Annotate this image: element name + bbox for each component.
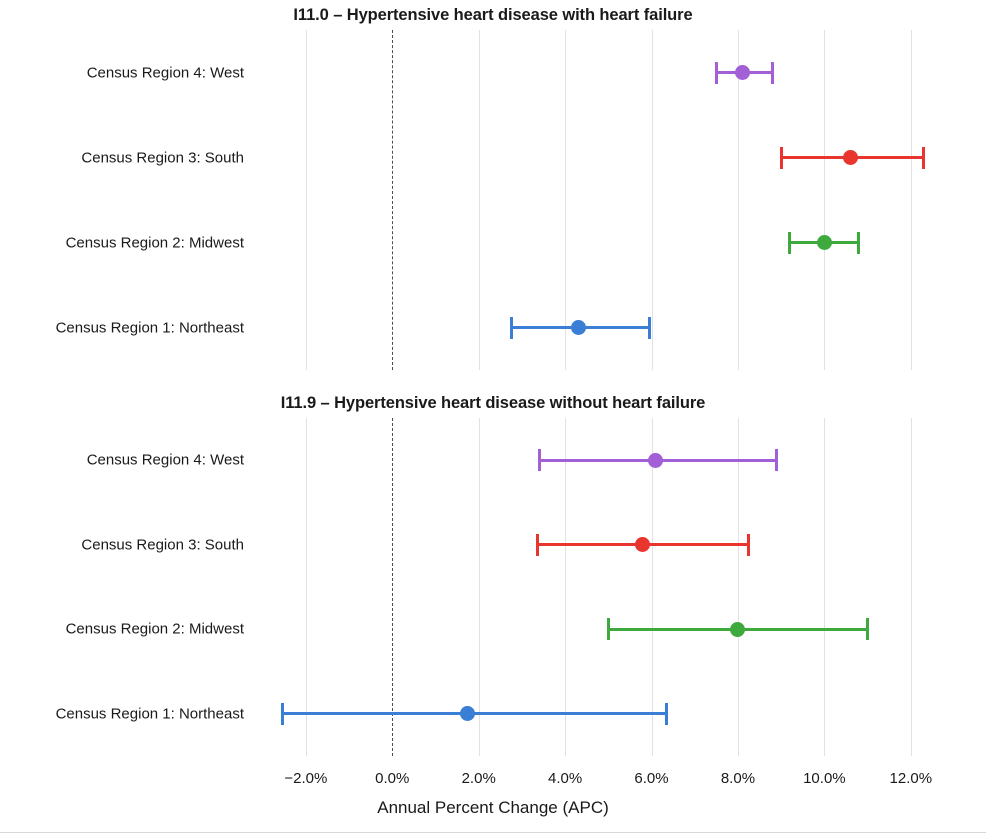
panel-title: I11.9 – Hypertensive heart disease without heart failure <box>280 394 706 412</box>
estimate-point <box>648 453 663 468</box>
zero-reference-line <box>392 418 393 756</box>
zero-reference-line <box>392 30 393 370</box>
x-tick-label: 10.0% <box>803 770 846 787</box>
gridline <box>479 418 480 756</box>
y-axis-label: Census Region 2: Midwest <box>65 620 244 638</box>
gridline <box>738 418 739 756</box>
gridline <box>652 30 653 370</box>
y-axis-label: Census Region 4: West <box>86 451 244 469</box>
x-tick-label: −2.0% <box>284 770 328 787</box>
x-tick-label: 12.0% <box>889 770 933 787</box>
estimate-point <box>730 622 745 637</box>
ci-lower-cap <box>536 534 539 556</box>
ci-upper-cap <box>771 62 774 84</box>
x-tick-label: 2.0% <box>461 770 496 787</box>
ci-upper-cap <box>922 147 925 169</box>
x-tick-label: 6.0% <box>634 770 669 787</box>
y-axis-label: Census Region 1: Northeast <box>55 705 244 723</box>
x-axis-title: Annual Percent Change (APC) <box>377 798 609 817</box>
estimate-point <box>735 65 750 80</box>
ci-upper-cap <box>775 449 778 471</box>
bottom-divider <box>0 832 986 833</box>
panel-i119 <box>0 388 986 768</box>
y-axis-label: Census Region 4: West <box>86 64 244 81</box>
estimate-point <box>843 150 858 165</box>
ci-lower-cap <box>788 232 791 254</box>
gridline <box>824 418 825 756</box>
ci-lower-cap <box>715 62 718 84</box>
gridline <box>306 30 307 370</box>
gridline <box>479 30 480 370</box>
x-axis-ticks <box>254 770 954 792</box>
gridline <box>911 30 912 370</box>
gridline <box>652 418 653 756</box>
ci-upper-cap <box>665 703 668 725</box>
gridline <box>565 30 566 370</box>
gridline <box>824 30 825 370</box>
ci-lower-cap <box>780 147 783 169</box>
gridline <box>738 30 739 370</box>
plot-area <box>254 30 954 370</box>
gridline <box>565 418 566 756</box>
panel-i110 <box>0 0 986 378</box>
ci-upper-cap <box>747 534 750 556</box>
ci-upper-cap <box>866 618 869 640</box>
gridline <box>911 418 912 756</box>
y-axis-label: Census Region 3: South <box>81 149 244 166</box>
y-axis-labels <box>0 418 244 756</box>
estimate-point <box>460 706 475 721</box>
ci-upper-cap <box>648 317 651 339</box>
ci-lower-cap <box>538 449 541 471</box>
estimate-point <box>571 320 586 335</box>
gridline <box>306 418 307 756</box>
y-axis-label: Census Region 1: Northeast <box>55 319 244 336</box>
y-axis-label: Census Region 2: Midwest <box>65 234 244 251</box>
ci-lower-cap <box>510 317 513 339</box>
estimate-point <box>817 235 832 250</box>
plot-area <box>254 418 954 756</box>
ci-upper-cap <box>857 232 860 254</box>
panel-title: I11.0 – Hypertensive heart disease with heart failure <box>293 6 693 24</box>
y-axis-labels <box>0 30 244 370</box>
estimate-point <box>635 537 650 552</box>
ci-lower-cap <box>607 618 610 640</box>
x-tick-label: 4.0% <box>548 770 583 787</box>
y-axis-label: Census Region 3: South <box>81 536 244 554</box>
ci-lower-cap <box>281 703 284 725</box>
x-tick-label: 8.0% <box>720 770 756 787</box>
x-tick-label: 0.0% <box>375 770 410 787</box>
